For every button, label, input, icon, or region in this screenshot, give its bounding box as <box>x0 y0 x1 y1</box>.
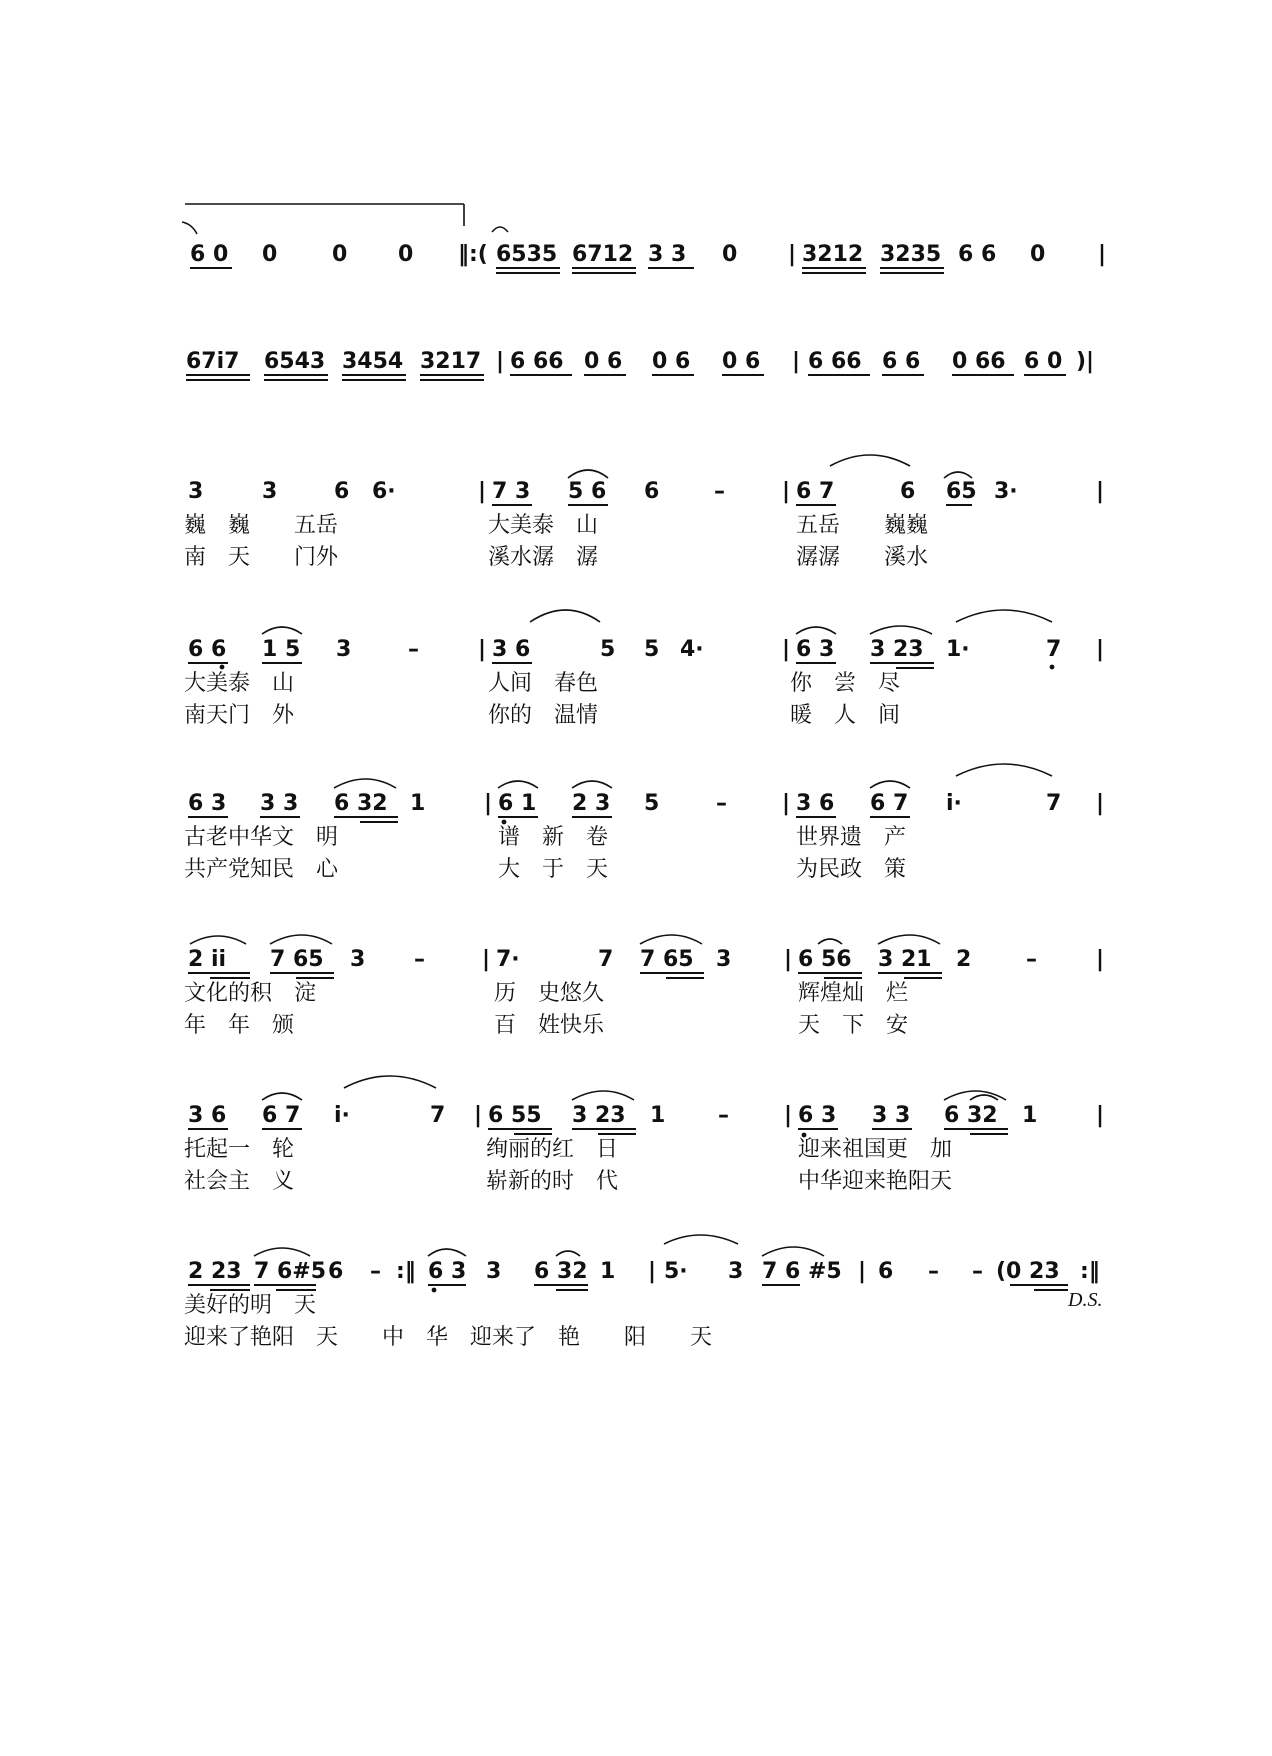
note: #5 <box>808 1259 842 1284</box>
score-row-4 <box>184 610 1104 728</box>
note: 7· <box>496 947 520 972</box>
slur <box>498 781 538 788</box>
slur <box>572 781 612 788</box>
note: 6 <box>644 479 660 504</box>
octave-dot <box>220 665 225 670</box>
lyric-line-1: 辉煌灿 烂 <box>798 981 909 1006</box>
score-row-2 <box>186 349 1094 380</box>
note: 3 <box>350 947 366 972</box>
score-row-7 <box>184 1076 1104 1194</box>
note-group: 6 32 <box>944 1103 998 1128</box>
note: 7 <box>598 947 614 972</box>
note: 3· <box>994 479 1018 504</box>
octave-dot <box>432 1288 437 1293</box>
slur <box>830 455 910 466</box>
dash: – <box>408 637 419 662</box>
slur <box>762 1247 824 1256</box>
note-group: 3 6 <box>188 1103 227 1128</box>
lyric-line-2: 大 于 天 <box>498 857 609 882</box>
note-group: 6 66 <box>808 349 862 374</box>
lyric-line-2: 共产党知民 心 <box>184 857 339 882</box>
lyric-line-1: 文化的积 淀 <box>184 981 317 1006</box>
note: i· <box>334 1103 350 1128</box>
slur <box>190 936 246 944</box>
note: 5· <box>664 1259 688 1284</box>
lyric-line-1: 世界遗 产 <box>796 825 907 850</box>
note-group: 6 7 <box>796 479 835 504</box>
dash: – <box>716 791 727 816</box>
slur <box>796 627 836 634</box>
lyric-line-2: 天 下 安 <box>798 1013 909 1038</box>
note-group: 3235 <box>880 242 942 267</box>
note-group: 6 0 <box>1024 349 1063 374</box>
note: 3 <box>728 1259 744 1284</box>
note-group: 3 6 <box>796 791 835 816</box>
note-group: 6 3 <box>428 1259 467 1284</box>
slur <box>262 627 302 634</box>
note: 7 <box>430 1103 446 1128</box>
note-group: 6 7 <box>870 791 909 816</box>
lyric-line-1: 五岳 巍巍 <box>796 513 929 538</box>
barline: | <box>782 479 791 504</box>
lyric-line-1: 历 史悠久 <box>494 981 605 1006</box>
note: 3 <box>188 479 204 504</box>
note: 5 <box>644 637 660 662</box>
barline: | <box>782 637 791 662</box>
barline: | <box>782 791 791 816</box>
dash: – <box>1026 947 1037 972</box>
barline: | <box>474 1103 483 1128</box>
note-group: 0 6 <box>584 349 623 374</box>
note-group: 6535 <box>496 242 558 267</box>
barline: | <box>478 637 487 662</box>
barline: | <box>784 1103 793 1128</box>
note-group: 0 6 <box>652 349 691 374</box>
note-group: 6712 <box>572 242 634 267</box>
lyric-line-2: 崭新的时 代 <box>486 1169 619 1194</box>
note: 1 <box>650 1103 666 1128</box>
dash: – <box>714 479 725 504</box>
note-group: 3 23 <box>572 1103 626 1128</box>
barline: | <box>496 349 505 374</box>
note-group: 6 0 <box>190 242 229 267</box>
lyric-line-1: 大美泰 山 <box>184 671 295 696</box>
barline: | <box>788 242 797 267</box>
slur <box>956 610 1052 622</box>
barline: | <box>1096 947 1105 972</box>
score-row-6 <box>184 935 1104 1038</box>
note: 5 <box>644 791 660 816</box>
slur <box>970 1095 998 1100</box>
note: 1 <box>410 791 426 816</box>
barline: | <box>784 947 793 972</box>
note-group: 0 <box>1030 242 1046 267</box>
note-group: 0 6 <box>722 349 761 374</box>
note-group: 2 ii <box>188 947 227 972</box>
note-group: 2 23 <box>188 1259 242 1284</box>
lyric-line-2: 社会主 义 <box>184 1169 295 1194</box>
slur <box>334 779 396 788</box>
lyric-line-2: 潺潺 溪水 <box>796 545 929 570</box>
lyric-line-2: 你的 温情 <box>488 703 599 728</box>
lyric-line-2: 迎来了艳阳 天 中 华 迎来了 艳 阳 天 <box>184 1325 713 1350</box>
note-group: 0 <box>722 242 738 267</box>
lyric-line-2: 南天门 外 <box>184 703 295 728</box>
note: 1· <box>946 637 970 662</box>
note: 6· <box>372 479 396 504</box>
note: 1 <box>600 1259 616 1284</box>
lyric-line-2: 暖 人 间 <box>790 703 901 728</box>
note-group: 6 56 <box>798 947 852 972</box>
slur <box>878 935 940 944</box>
note: 5 <box>600 637 616 662</box>
note: 6 <box>334 479 350 504</box>
note: i· <box>946 791 962 816</box>
note-group: 6 6 <box>188 637 227 662</box>
slur <box>428 1249 466 1256</box>
barline: | <box>1096 479 1105 504</box>
repeat-start: ‖:( <box>458 242 488 267</box>
barline: | <box>482 947 491 972</box>
note-group: 3 21 <box>878 947 932 972</box>
note-group: 3 3 <box>872 1103 911 1128</box>
note-group: 3454 <box>342 349 404 374</box>
lyric-line-2: 百 姓快乐 <box>494 1013 605 1038</box>
slur <box>640 935 702 944</box>
score-row-5 <box>184 764 1104 882</box>
note: 6 <box>900 479 916 504</box>
barline: )| <box>1076 349 1095 374</box>
lyric-line-1: 古老中华文 明 <box>184 825 339 850</box>
score-row-1 <box>182 204 1106 273</box>
dash: – <box>414 947 425 972</box>
fermata <box>492 227 508 232</box>
octave-dot <box>1050 665 1055 670</box>
note: 3 <box>486 1259 502 1284</box>
dash: – <box>370 1259 381 1284</box>
note-group: 6 6 <box>958 242 997 267</box>
lyric-line-2: 中华迎来艳阳天 <box>798 1169 953 1194</box>
repeat-end: :‖ <box>1080 1259 1100 1284</box>
lyric-line-2: 为民政 策 <box>796 857 907 882</box>
note-group: 6 55 <box>488 1103 542 1128</box>
note-group: 6 32 <box>534 1259 588 1284</box>
slur <box>944 472 972 478</box>
repeat-end: :‖ <box>396 1259 416 1284</box>
barline: | <box>1096 1103 1105 1128</box>
lyric-line-1: 你 尝 尽 <box>790 671 901 696</box>
note-group: 3 3 <box>648 242 687 267</box>
note-group: 7 65 <box>270 947 324 972</box>
slur <box>956 764 1052 776</box>
slur <box>568 470 608 478</box>
note-group: 6 3 <box>798 1103 837 1128</box>
barline: | <box>858 1259 867 1284</box>
note-group: 7 3 <box>492 479 531 504</box>
note-group: 1 5 <box>262 637 301 662</box>
note: 3 <box>716 947 732 972</box>
note-group: (0 23 <box>996 1259 1060 1284</box>
lyric-line-1: 巍 巍 五岳 <box>184 513 339 538</box>
slur <box>530 610 600 622</box>
lyric-line-1: 美好的明 天 <box>184 1293 317 1318</box>
note-group: 3217 <box>420 349 482 374</box>
barline: | <box>1096 791 1105 816</box>
note-group: 6 7 <box>262 1103 301 1128</box>
lyric-line-1: 人间 春色 <box>488 671 599 696</box>
lyric-line-2: 年 年 颁 <box>184 1013 295 1038</box>
barline: | <box>478 479 487 504</box>
dash: – <box>718 1103 729 1128</box>
tie-mark <box>182 222 197 234</box>
barline: | <box>1098 242 1107 267</box>
barline: | <box>792 349 801 374</box>
note-group: 5 6 <box>568 479 607 504</box>
slur <box>556 1251 580 1256</box>
lyric-line-2: 南 天 门外 <box>184 545 339 570</box>
note-group: 6 3 <box>188 791 227 816</box>
note-group: 0 <box>332 242 348 267</box>
lyric-line-1: 大美泰 山 <box>488 513 599 538</box>
octave-dot <box>502 820 507 825</box>
slur <box>818 939 842 944</box>
note-group: 7 6 <box>762 1259 801 1284</box>
note: 1 <box>1022 1103 1038 1128</box>
barline: | <box>648 1259 657 1284</box>
score-row-8 <box>184 1235 1102 1350</box>
note: 7 <box>1046 637 1062 662</box>
note: 2 <box>956 947 972 972</box>
note-group: 67i7 <box>186 349 240 374</box>
note-group: 0 66 <box>952 349 1006 374</box>
note-group: 0 <box>262 242 278 267</box>
note: 7 <box>1046 791 1062 816</box>
dash: – <box>928 1259 939 1284</box>
dal-segno-mark: D.S. <box>1068 1289 1103 1311</box>
note-group: 6543 <box>264 349 326 374</box>
note-group: 65 <box>946 479 977 504</box>
note-group: 3 23 <box>870 637 924 662</box>
note-group: 7 6#5 <box>254 1259 327 1284</box>
dash: – <box>972 1259 983 1284</box>
note: 6 <box>878 1259 894 1284</box>
slur <box>664 1235 738 1244</box>
note-group: 6 3 <box>796 637 835 662</box>
lyric-line-2: 溪水潺 潺 <box>488 545 599 570</box>
note-group: 7 65 <box>640 947 694 972</box>
slur <box>262 1093 302 1100</box>
lyric-line-1: 迎来祖国更 加 <box>798 1137 953 1162</box>
note-group: 6 6 <box>882 349 921 374</box>
slur <box>344 1076 436 1088</box>
note-group: 0 <box>398 242 414 267</box>
note: 6 <box>328 1259 344 1284</box>
barline: | <box>1096 637 1105 662</box>
note-group: 6 32 <box>334 791 388 816</box>
score-row-3 <box>184 455 1104 570</box>
note-group: 3 6 <box>492 637 531 662</box>
note: 4· <box>680 637 704 662</box>
slur <box>270 935 332 944</box>
note: 3 <box>262 479 278 504</box>
note-group: 2 3 <box>572 791 611 816</box>
barline: | <box>484 791 493 816</box>
lyric-line-1: 绚丽的红 日 <box>486 1137 619 1162</box>
note-group: 3212 <box>802 242 864 267</box>
lyric-line-1: 谱 新 卷 <box>498 825 609 850</box>
slur <box>870 626 932 634</box>
note-group: 3 3 <box>260 791 299 816</box>
slur <box>572 1091 634 1100</box>
note-group: 6 1 <box>498 791 537 816</box>
note: 3 <box>336 637 352 662</box>
slur <box>254 1248 310 1256</box>
lyric-line-1: 托起一 轮 <box>184 1137 295 1162</box>
slur <box>870 781 910 788</box>
note-group: 6 66 <box>510 349 564 374</box>
